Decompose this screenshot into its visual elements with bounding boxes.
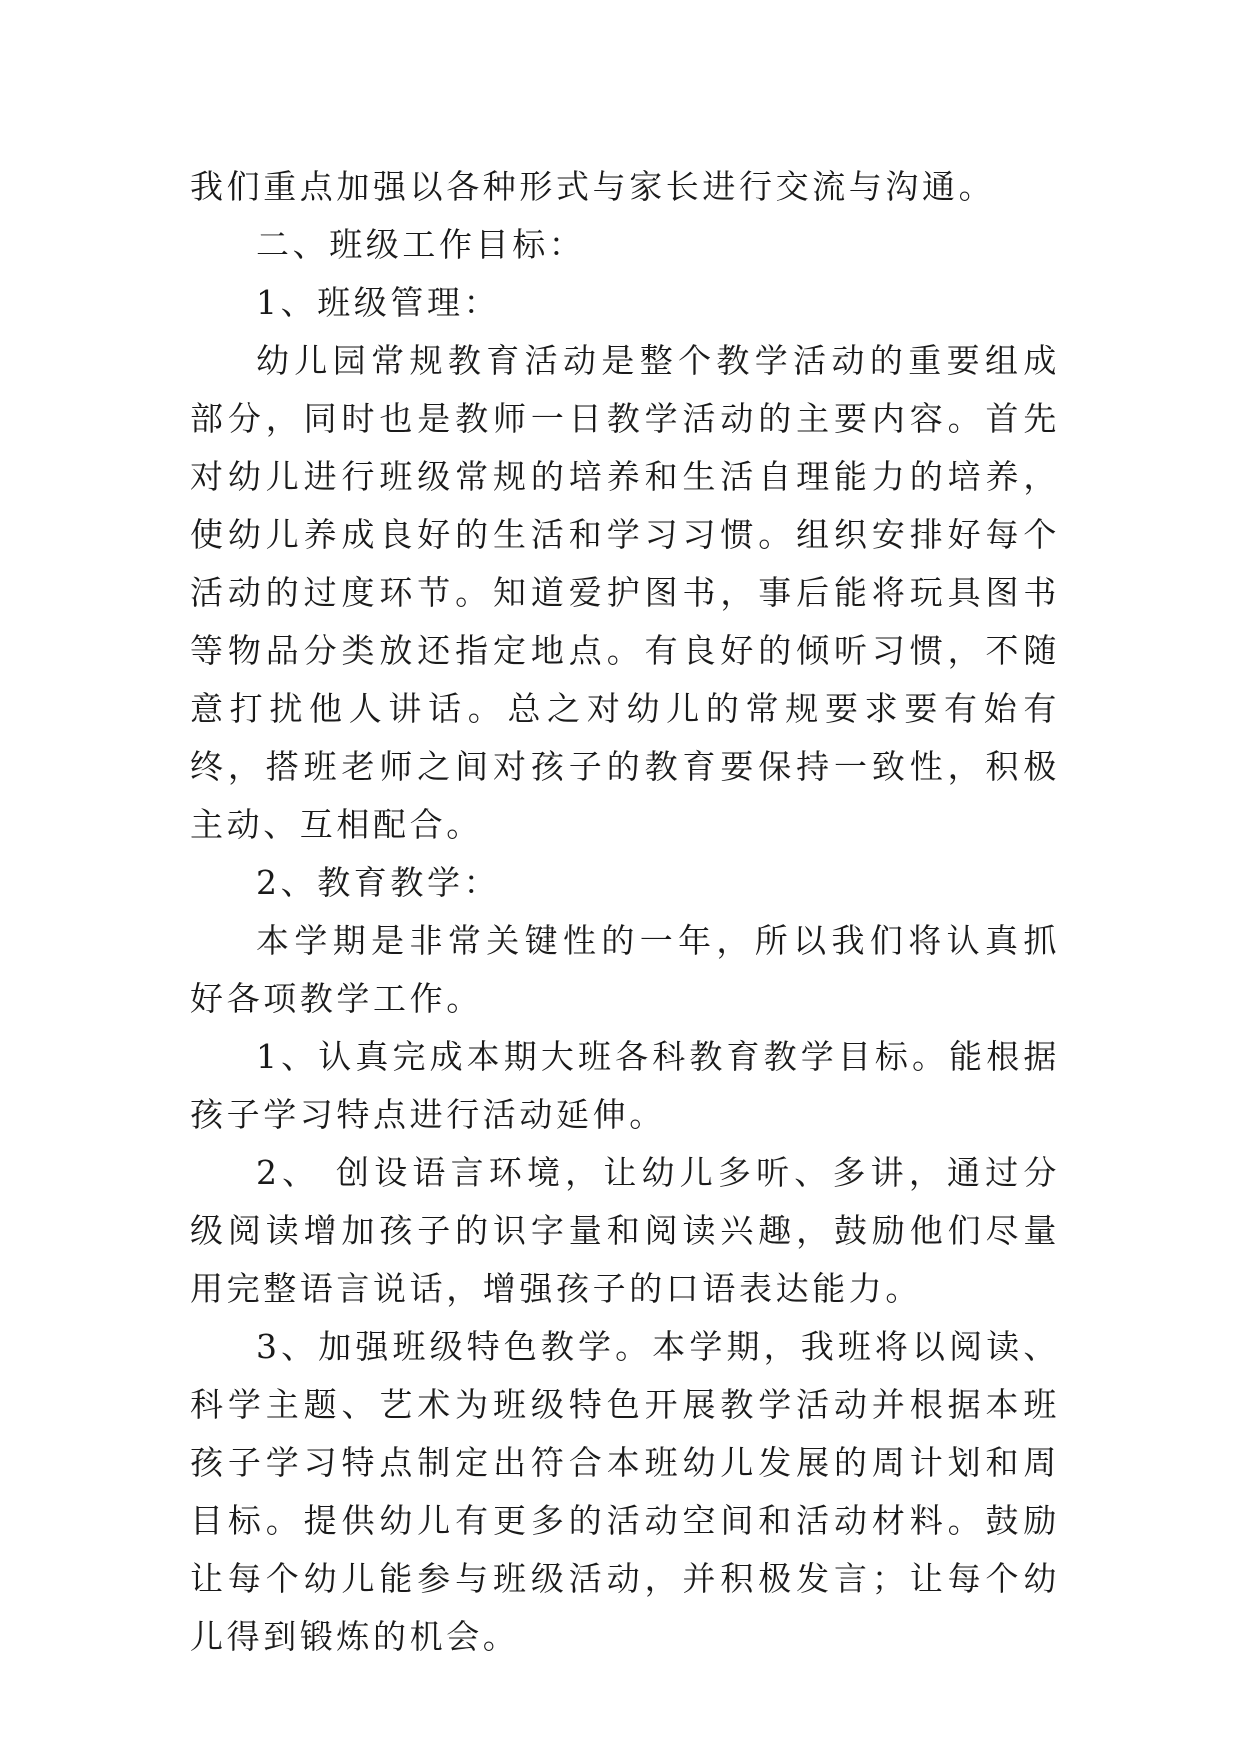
paragraph-class-management: 幼儿园常规教育活动是整个教学活动的重要组成部分，同时也是教师一日教学活动的主要内容。首先对幼儿进行班级常规的培养和生活自理能力的培养，使幼儿养成良好的生活和学习习惯。组织安排好每个活动的过度环节。知道爱护图书，事后能将玩具图书等物品分类放还指定地点。有良好的倾听习惯，不随意打扰他人讲话。总之对幼儿的常规要求要有始有终，搭班老师之间对孩子的教育要保持一致性，积极主动、互相配合。 bbox=[190, 341, 1060, 844]
paragraph-item-1: 1、认真完成本期大班各科教育教学目标。能根据孩子学习特点进行活动延伸。 bbox=[190, 1037, 1060, 1134]
heading-education-teaching: 2、教育教学： bbox=[256, 863, 501, 902]
heading-class-work-goals: 二、班级工作目标： bbox=[256, 225, 586, 264]
paragraph-semester-overview: 本学期是非常关键性的一年，所以我们将认真抓好各项教学工作。 bbox=[190, 921, 1060, 1018]
paragraph-item-3: 3、加强班级特色教学。本学期，我班将以阅读、科学主题、艺术为班级特色开展教学活动并根据本班孩子学习特点制定出符合本班幼儿发展的周计划和周目标。提供幼儿有更多的活动空间和活动材料。鼓励让每个幼儿能参与班级活动，并积极发言；让每个幼儿得到锻炼的机会。 bbox=[190, 1327, 1060, 1656]
paragraph-item-2: 2、 创设语言环境，让幼儿多听、多讲，通过分级阅读增加孩子的识字量和阅读兴趣，鼓励他们尽量用完整语言说话，增强孩子的口语表达能力。 bbox=[190, 1153, 1060, 1308]
paragraph-intro-continuation: 我们重点加强以各种形式与家长进行交流与沟通。 bbox=[190, 167, 996, 206]
document-body bbox=[190, 158, 1060, 1666]
heading-class-management: 1、班级管理： bbox=[256, 283, 501, 322]
